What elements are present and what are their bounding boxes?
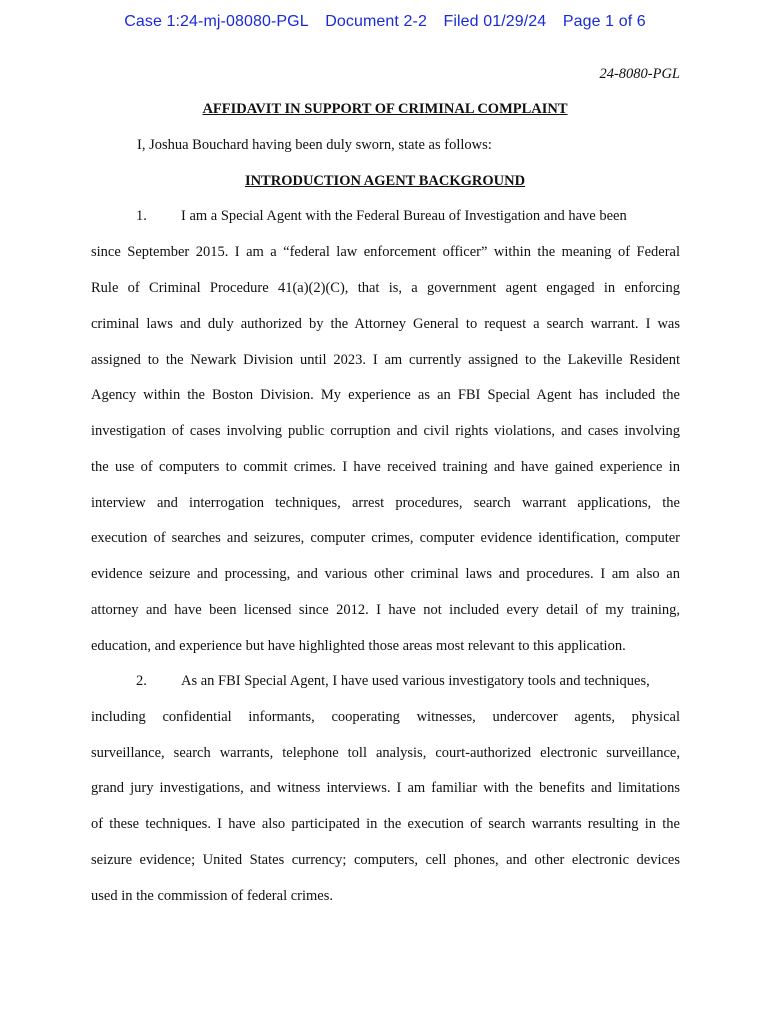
paragraph-first-line [91,208,680,228]
header-page: Page 1 of 6 [562,13,646,30]
text-line: evidence seizure and processing, and various other criminal laws and procedures. I am also an [91,566,680,582]
text-line: attorney and have been licensed since 2012. I have not included every detail of my training, [91,602,680,618]
text-line: education, and experience but have highlighted those areas most relevant to this application. [91,638,626,654]
text-line: the use of computers to commit crimes. I have received training and have gained experience in [91,459,680,475]
text-line: assigned to the Newark Division until 2023. I am currently assigned to the Lakeville Resident [91,352,680,368]
text-line: seizure evidence; United States currency; computers, cell phones, and other electronic devices [91,852,680,868]
text-line: used in the commission of federal crimes. [91,888,334,904]
text-line: Rule of Criminal Procedure 41(a)(2)(C), that is, a government agent engaged in enforcing [91,280,680,296]
header-document: Document 2-2 [325,13,427,30]
header-filed: Filed 01/29/24 [443,13,547,30]
first-line-text: I am a Special Agent with the Federal Bureau of Investigation and have been [181,208,627,224]
paragraph-first-line [91,673,680,693]
first-line-text: As an FBI Special Agent, I have used various investigatory tools and techniques, [181,673,650,689]
header-case: Case 1:24-mj-08080-PGL [124,13,309,30]
text-line: interview and interrogation techniques, arrest procedures, search warrant applications, the [91,495,680,511]
section-heading: INTRODUCTION AGENT BACKGROUND [244,173,526,189]
text-line: surveillance, search warrants, telephone toll analysis, court-authorized electronic surveillance, [91,745,680,761]
document-title: AFFIDAVIT IN SUPPORT OF CRIMINAL COMPLAINT [202,101,568,117]
text-line: Agency within the Boston Division. My experience as an FBI Special Agent has included the [91,387,680,403]
text-line: including confidential informants, cooperating witnesses, undercover agents, physical [91,709,680,725]
filing-header [0,13,770,31]
text-line: of these techniques. I have also participated in the execution of search warrants resulting in the [91,816,680,832]
text-line: since September 2015. I am a “federal law enforcement officer” within the meaning of Federal [91,244,680,260]
case-number: 24-8080-PGL [599,66,680,82]
paragraph-number: 2. [136,673,147,689]
text-line: criminal laws and duly authorized by the Attorney General to request a search warrant. I was [91,316,680,332]
text-line: execution of searches and seizures, computer crimes, computer evidence identification, computer [91,530,680,546]
text-line: investigation of cases involving public corruption and civil rights violations, and cases involving [91,423,680,439]
intro-statement: I, Joshua Bouchard having been duly sworn, state as follows: [137,137,492,153]
text-line: grand jury investigations, and witness interviews. I am familiar with the benefits and limitations [91,780,680,796]
paragraph-number: 1. [136,208,147,224]
